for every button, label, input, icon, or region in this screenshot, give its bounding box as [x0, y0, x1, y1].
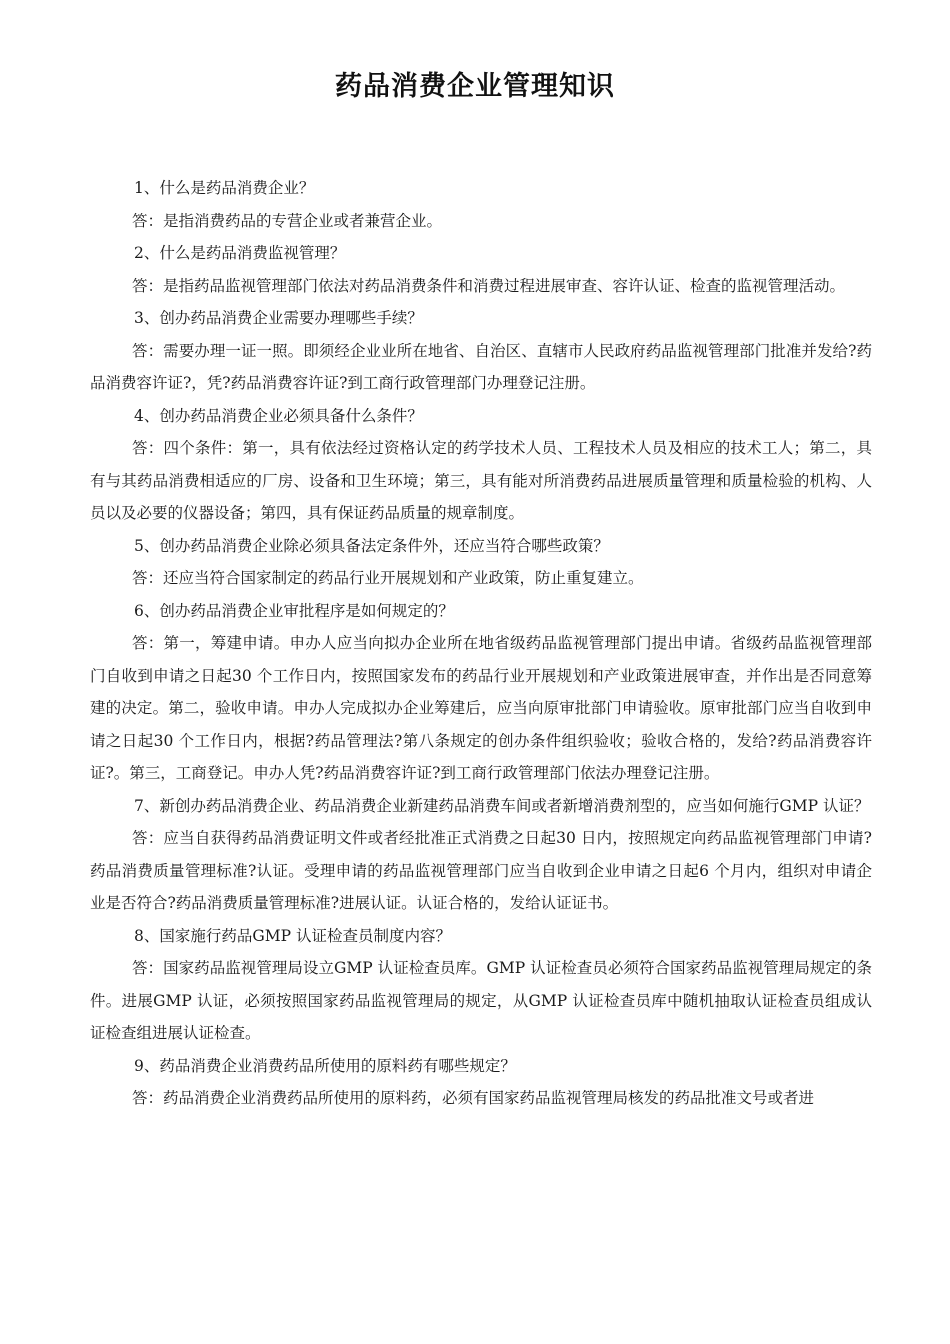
document-body — [90, 172, 872, 1115]
question-2: 2、什么是药品消费监视管理？ — [134, 244, 346, 262]
question-3: 3、创办药品消费企业需要办理哪些手续？ — [134, 309, 423, 327]
document-title: 药品消费企业管理知识 — [335, 71, 615, 102]
question-5: 5、创办药品消费企业除必须具备法定条件外，还应当符合哪些政策？ — [134, 536, 609, 555]
answer-8: 答：国家药品监视管理局设立GMP 认证检查员库。GMP 认证检查员必须符合国家药品监视管理局规定的条件。进展GMP 认证，必须按照国家药品监视管理局的规定，从GMP 认证检查员库中随机抽取认证检查员组成认证检查组进展认证检查。 — [90, 959, 872, 1042]
question-4: 4、创办药品消费企业必须具备什么条件？ — [134, 406, 423, 425]
answer-3: 答：需要办理一证一照。即须经企业业所在地省、自治区、直辖市人民政府药品监视管理部门批准并发给?药品消费容许证?，凭?药品消费容许证?到工商行政管理部门办理登记注册。 — [90, 341, 872, 392]
answer-9: 答：药品消费企业消费药品所使用的原料药，必须有国家药品监视管理局核发的药品批准文号或者进 — [132, 1089, 815, 1107]
answer-5: 答：还应当符合国家制定的药品行业开展规划和产业政策，防止重复建立。 — [132, 569, 644, 587]
question-1: 1、什么是药品消费企业？ — [134, 179, 315, 197]
question-8: 8、国家施行药品GMP 认证检查员制度内容？ — [134, 926, 451, 945]
answer-1: 答：是指消费药品的专营企业或者兼营企业。 — [132, 211, 443, 230]
answer-4: 答：四个条件：第一，具有依法经过资格认定的药学技术人员、工程技术人员及相应的技术工人；第二，具有与其药品消费相适应的厂房、设备和卫生环境；第三，具有能对所消费药品进展质量管理和质量检验的机构、人员以及必要的仪器设备；第四，具有保证药品质量的规章制度。 — [90, 439, 872, 522]
answer-6: 答：第一，筹建申请。申办人应当向拟办企业所在地省级药品监视管理部门提出申请。省级药品监视管理部门自收到申请之日起30 个工作日内，按照国家发布的药品行业开展规划和产业政策进展审查，并作出是否同意筹建的决定。第二，验收申请。申办人完成拟办企业筹建后，应当向原审批部门申请验收。原审批部门应当自收到申请之日起30 个工作日内，根据?药品管理法?第八条规定的创办条件组织验收；验收合格的，发给?药品消费容许证?。第三，工商登记。申办人凭?药品消费容许证?到工商行政管理部门依法办理登记注册。 — [90, 634, 872, 782]
question-7: 7、新创办药品消费企业、药品消费企业新建药品消费车间或者新增消费剂型的，应当如何施行GMP 认证？ — [134, 796, 870, 815]
question-6: 6、创办药品消费企业审批程序是如何规定的？ — [134, 601, 454, 620]
answer-7: 答：应当自获得药品消费证明文件或者经批准正式消费之日起30 日内，按照规定向药品监视管理部门申请?药品消费质量管理标准?认证。受理申请的药品监视管理部门应当自收到企业申请之日起6 个月内，组织对申请企业是否符合?药品消费质量管理标准?进展认证。认证合格的，发给认证证书。 — [90, 829, 872, 912]
answer-2: 答：是指药品监视管理部门依法对药品消费条件和消费过程进展审查、容许认证、检查的监视管理活动。 — [132, 276, 846, 295]
question-9: 9、药品消费企业消费药品所使用的原料药有哪些规定？ — [134, 1056, 516, 1075]
